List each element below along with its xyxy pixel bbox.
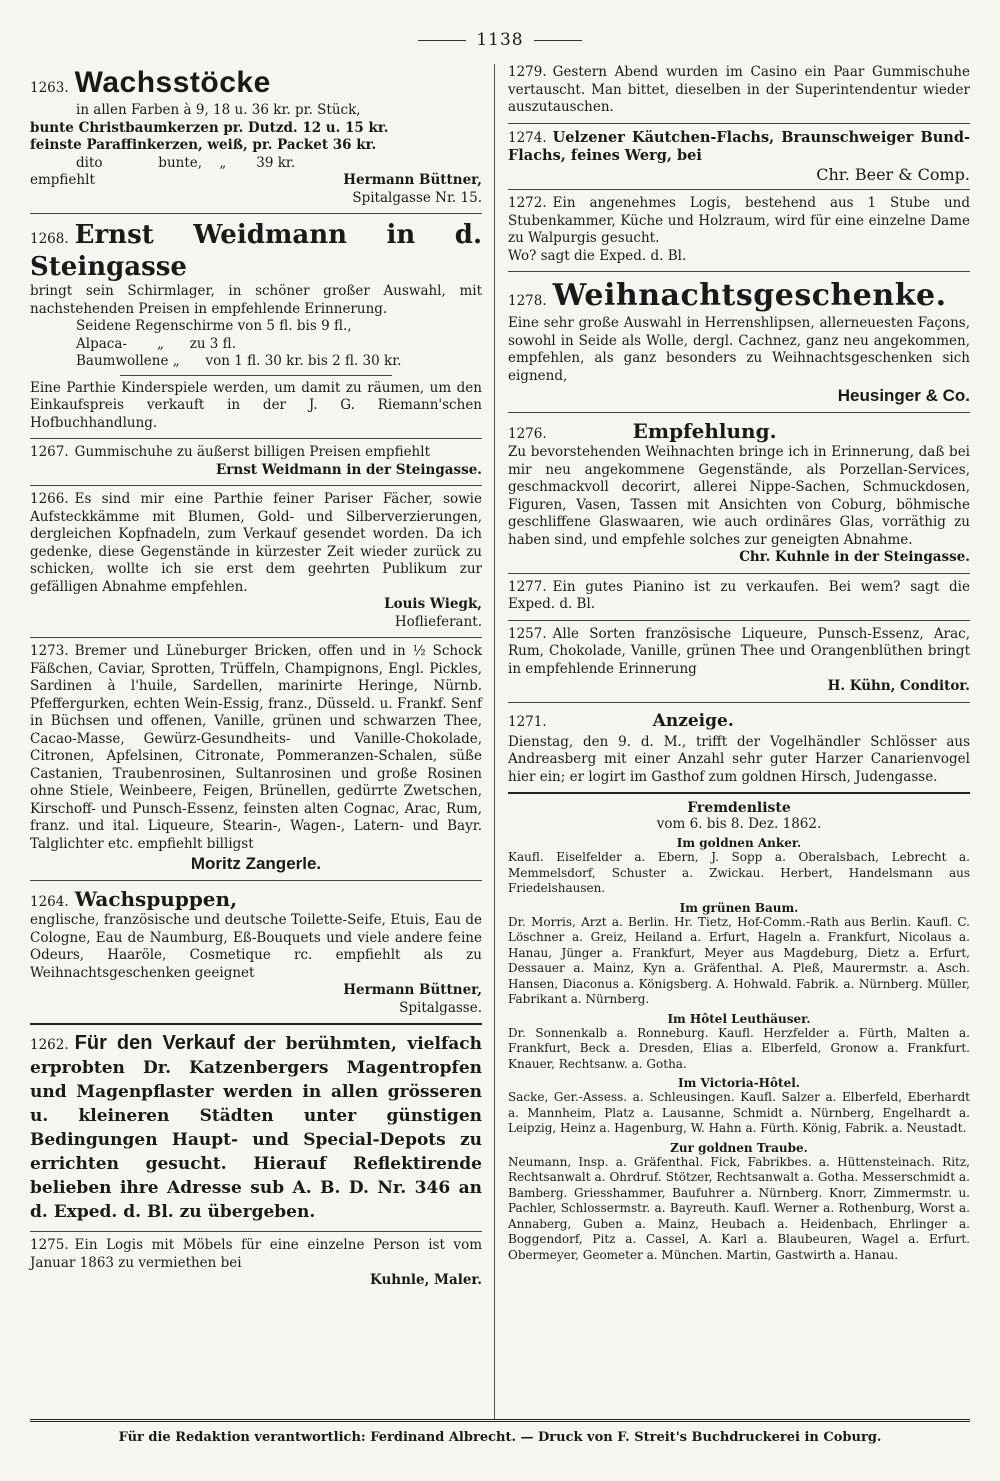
ad-number: 1262.	[30, 1037, 69, 1053]
ad-text: Gummischuhe zu äußerst billigen Preisen empfiehlt	[74, 444, 430, 460]
ad-1257	[508, 626, 970, 696]
fremdenliste-location: Im Victoria-Hôtel.	[678, 1076, 800, 1090]
ad-number: 1257.	[508, 625, 547, 642]
separator	[30, 1023, 482, 1025]
ad-signer: Louis Wiegk,	[384, 596, 482, 612]
right-column	[508, 64, 970, 1263]
ad-title: Wachspuppen,	[74, 887, 238, 911]
ad-signer: Hermann Büttner,	[343, 982, 482, 998]
short-separator	[120, 375, 391, 376]
ad-title: Wachsstöcke	[74, 66, 271, 99]
ad-number: 1263.	[30, 80, 69, 96]
ad-line: feinste Paraffinkerzen, weiß, pr. Packet 36 kr.	[30, 137, 377, 153]
ad-line: bunte Christbaumkerzen pr. Dutzd. 12 u. 15 kr.	[30, 119, 389, 136]
separator	[30, 637, 482, 638]
ad-signer: Chr. Beer & Comp.	[816, 164, 970, 184]
ad-text: englische, französische und deutsche Toilette-Seife, Etuis, Eau de Cologne, Eau de Naumburg, Eß-Bouquets und viele andere feine Odeurs, Haaröle, Cosmetique rc. empfiehlt als zu Weihnachtsgeschenken geeignet	[30, 912, 482, 981]
ad-number: 1275.	[30, 1237, 69, 1253]
ad-number: 1266.	[30, 491, 69, 507]
separator	[508, 412, 970, 413]
price-line: Baumwollene „ von 1 fl. 30 kr. bis 2 fl. 30 kr.	[76, 353, 402, 369]
ad-signer: Moritz Zangerle.	[190, 854, 322, 873]
ad-text: Alle Sorten französische Liqueure, Punsch-Essenz, Arac, Rum, Chokolade, Vanille, grünen Thee und Orangenblüthen bringt in empfehlende Erinnerung	[508, 625, 970, 677]
ad-address: Spitalgasse.	[399, 999, 482, 1016]
separator	[508, 573, 970, 574]
separator	[30, 485, 482, 486]
ad-number: 1278.	[508, 293, 547, 309]
separator	[30, 213, 482, 214]
price-line: Seidene Regenschirme von 5 fl. bis 9 fl.,	[76, 318, 352, 334]
footer-rule	[30, 1419, 970, 1422]
ad-text: Bremer und Lüneburger Bricken, offen und in ½ Schock Fäßchen, Caviar, Sprotten, Trüffeln, Champignons, Engl. Pickles, Sardinen à l'huile, Sardellen, marinirte Heringe, Nürnb. Pfeffergurken, echten Wein-Essig, franz., Düsseld. u. Frankf. Senf in Büchsen und offenen, Vanille, grünen und schwarzen Thee, Cacao-Masse, Gewürz-Gesundheits- und Vanille-Chokolade, Citronen, Apfelsinen, Citronate, Pommeranzen-Schalen, süße Castanien, Traubenrosinen, Sultanrosinen und große Rosinen ohne Stiele, Weinbeere, Feigen, Brünellen, gedürrte Zwetschen, Kirschoff- und Punsch-Essenz, feinsten alten Cognac, Arac, Rum, franz. und ital. Liqueure, Stearin-, Wagen-, Latern- und Bayr. Talglichter etc. empfiehlt billigst	[30, 643, 482, 852]
ad-signer-title: Hoflieferant.	[394, 613, 482, 630]
ad-text: Dienstag, den 9. d. M., trifft der Vogelhändler Schlösser aus Andreasberg mit einer Anzahl sehr guter Harzer Canarienvogel hier ein; er logirt im Gasthof zum goldnen Hirsch, Judengasse.	[508, 733, 970, 785]
fremdenliste-guests: Neumann, Insp. a. Gräfenthal. Fick, Fabrikbes. a. Hüttensteinach. Ritz, Rechtsanwalt a. Ohrdruf. Stötzer, Rechtsanwalt a. Gotha. Messerschmidt a. Bamberg. Griesshammer, Baufuhrer a. Nürnberg. Knorr, Zimmermstr. u. Pachler, Schlossermstr. a. Bayreuth. Kaufl. Werner a. Rothenburg, Worst a. Annaberg, Guben a. Mainz, Heubach a. Heidenbach, Ehrlinger a. Boggendorf, Pitz a. Cassel, A. Karl a. Blaubeuren, Wagel a. Erfurt. Obermeyer, Geometer a. München. Martin, Gastwirth a. Hanau.	[508, 1154, 970, 1262]
ad-text: Eine Parthie Kinderspiele werden, um damit zu räumen, um den Einkaufspreis verkauft in der J. G. Riemann'schen Hofbuchhandlung.	[30, 379, 482, 431]
ad-title: Weihnachtsgeschenke.	[552, 278, 947, 313]
ad-signer: H. Kühn, Conditor.	[827, 678, 970, 694]
ad-number: 1273.	[30, 643, 69, 659]
ad-text: Ein angenehmes Logis, bestehend aus 1 Stube und Stubenkammer, Küche und Holzraum, wird für eine einzelne Dame zu Walpurgis gesucht.	[508, 195, 970, 246]
ad-number: 1279.	[508, 64, 547, 80]
fremdenliste-title: Fremdenliste	[687, 800, 791, 816]
ad-text: Ein gutes Pianino ist zu verkaufen. Bei wem? sagt die Exped. d. Bl.	[508, 578, 970, 612]
ad-1268	[30, 219, 482, 432]
separator	[508, 123, 970, 124]
ad-text: Eine sehr große Auswahl in Herrenshlipsen, allerneuesten Façons, sowohl in Seide als Wolle, dergl. Cachnez, ganz neu angekommen, empfehlen, als ganz besonders zu Weihnachtsgeschenken sich eignend,	[508, 315, 970, 384]
page-number: 1138	[0, 30, 1000, 50]
separator	[508, 271, 970, 272]
separator	[508, 620, 970, 621]
fremdenliste	[508, 800, 970, 1263]
ad-number: 1272.	[508, 195, 547, 211]
ad-number: 1274.	[508, 129, 547, 146]
fremdenliste-location: Im grünen Baum.	[679, 900, 799, 915]
ad-address: Spitalgasse Nr. 15.	[352, 189, 482, 206]
separator	[30, 880, 482, 881]
fremdenliste-guests: Dr. Morris, Arzt a. Berlin. Hr. Tietz, Hof-Comm.-Rath aus Berlin. Kaufl. C. Löschner a. Greiz, Heiland a. Erfurt, Hageln a. Frankfurt, Nicolaus a. Hanau, Jünger a. Frankfurt, Meyer aus Magdeburg, Dietz a. Erfurt, Dessauer a. Mainz, Kyn a. Gräfenthal. A. Pleß, Maurermstr. a. Asch. Hansen, Diaconus a. Königsberg. A. Hohwald. Fabrik. a. Nürnberg. Müller, Fabrikant a. Nürnberg.	[508, 914, 970, 1006]
ad-text: Wo? sagt die Exped. d. Bl.	[508, 247, 687, 264]
footer-imprint: Für die Redaktion verantwortlich: Ferdinand Albrecht. — Druck von F. Streit's Buchdruckerei in Coburg.	[118, 1430, 882, 1445]
ad-recommends: empfiehlt	[30, 172, 95, 188]
ad-1276	[508, 418, 970, 567]
ad-1263	[30, 64, 482, 207]
ad-number: 1268.	[30, 231, 69, 247]
price-line: Alpaca- „ zu 3 fl.	[76, 335, 236, 352]
column-divider	[494, 64, 495, 1419]
ad-1278	[508, 277, 970, 406]
ad-number: 1264.	[30, 894, 69, 910]
ad-number: 1271.	[508, 713, 547, 730]
ad-signer: Heusinger & Co.	[837, 386, 970, 405]
ad-1262	[30, 1030, 482, 1225]
ad-signer: Hermann Büttner,	[343, 172, 482, 188]
separator	[30, 1231, 482, 1232]
ad-signer: Kuhnle, Maler.	[370, 1272, 482, 1288]
ad-signer: Ernst Weidmann in der Steingasse.	[215, 461, 482, 478]
ad-1274	[508, 129, 970, 184]
ad-1273	[30, 643, 482, 874]
ad-text: bringt sein Schirmlager, in schöner großer Auswahl, mit nachstehenden Preisen in empfehlende Erinnerung.	[30, 283, 482, 317]
fremdenliste-location: Zur goldnen Traube.	[670, 1140, 808, 1155]
ad-1264	[30, 886, 482, 1017]
fremdenliste-guests: Sacke, Ger.-Assess. a. Schleusingen. Kaufl. Salzer a. Elberfeld, Eberhardt a. Mannheim, Platz a. Lausanne, Schmidt a. Nürnberg, Engelhardt a. Leipzig, Heinz a. Hagenburg, W. Hahn a. Fürth. König, Fabrik. a. Neustadt.	[508, 1090, 970, 1135]
ad-1279	[508, 64, 970, 117]
separator	[508, 702, 970, 703]
ad-title: Empfehlung.	[632, 419, 777, 443]
ad-number: 1276.	[508, 426, 547, 442]
ad-1271	[508, 708, 970, 787]
ad-line: in allen Farben à 9, 18 u. 36 kr. pr. Stück,	[76, 102, 361, 118]
ad-title: Anzeige.	[652, 710, 734, 731]
ad-1272	[508, 195, 970, 265]
left-column	[30, 64, 482, 1290]
fremdenliste-guests: Dr. Sonnenkalb a. Ronneburg. Kaufl. Herzfelder a. Fürth, Malten a. Frankfurt, Beck a. Dresden, Elias a. Elberfeld, Gronow a. Frankfurt. Knauer, Rechtsanw. a. Gotha.	[508, 1025, 970, 1071]
separator	[508, 189, 970, 190]
ad-number: 1277.	[508, 578, 547, 595]
ad-lead: Für den Verkauf	[74, 1032, 235, 1054]
ad-1277	[508, 579, 970, 614]
ad-text: Uelzener Käutchen-Flachs, Braunschweiger Bund-Flachs, feines Werg, bei	[508, 128, 970, 164]
fremdenliste-dates: vom 6. bis 8. Dez. 1862.	[656, 816, 822, 832]
ad-signer: Chr. Kuhnle in der Steingasse.	[739, 549, 970, 565]
ad-1275	[30, 1237, 482, 1290]
ad-number: 1267.	[30, 444, 69, 460]
ad-line: dito bunte, „ 39 kr.	[76, 154, 296, 171]
ad-1267	[30, 444, 482, 479]
ad-text: Gestern Abend wurden im Casino ein Paar Gummischuhe vertauscht. Man bittet, dieselben in der Superintendentur wieder auszutauschen.	[508, 64, 970, 115]
ad-text: Ein Logis mit Möbels für eine einzelne Person ist vom Januar 1863 zu vermiethen bei	[30, 1237, 482, 1271]
ad-text: Zu bevorstehenden Weihnachten bringe ich in Erinnerung, daß bei mir neu angekommene Gegenstände, als Porzellan-Services, geschmackvoll decorirt, allerei Nippe-Sachen, Schmuckdosen, Figuren, Vasen, Tassen mit Ansichten von Coburg, böhmische geschliffene Glaswaaren, wie auch ordinäres Glas, vorräthig zu haben sind, und empfehle solches zur geneigten Abnahme.	[508, 444, 970, 548]
fremdenliste-location: Im Hôtel Leuthäuser.	[667, 1011, 811, 1026]
ad-text: Es sind mir eine Parthie feiner Pariser Fächer, sowie Aufsteckkämme mit Blumen, Gold- und Silberverzierungen, dergleichen Kopfnadeln, zum Verkauf gesendet worden. Da ich gedenke, diese Gegenstände in kürzester Zeit wieder zurück zu schicken, wollte ich sie erst dem geehrten Publikum zur gefälligen Abnahme empfehlen.	[30, 491, 482, 595]
fremdenliste-guests: Kaufl. Eiselfelder a. Ebern, J. Sopp a. Oberalsbach, Lebrecht a. Memmelsdorf, Schuster a. Zwickau. Herbert, Handelsmann aus Friedelshausen.	[508, 850, 970, 895]
ad-text: der berühmten, vielfach erprobten Dr. Katzenbergers Magentropfen und Magenpflaster werden in allen grösseren u. kleineren Städten unter günstigen Bedingungen Haupt- und Special-Depots zu errichten gesucht. Hierauf Reflektirende belieben ihre Adresse sub A. B. D. Nr. 346 an d. Exped. d. Bl. zu übergeben.	[30, 1034, 482, 1222]
separator	[508, 792, 970, 794]
ad-title: Ernst Weidmann in d. Steingasse	[30, 220, 482, 282]
fremdenliste-location: Im goldnen Anker.	[676, 836, 802, 850]
separator	[30, 438, 482, 439]
ad-1266	[30, 491, 482, 631]
